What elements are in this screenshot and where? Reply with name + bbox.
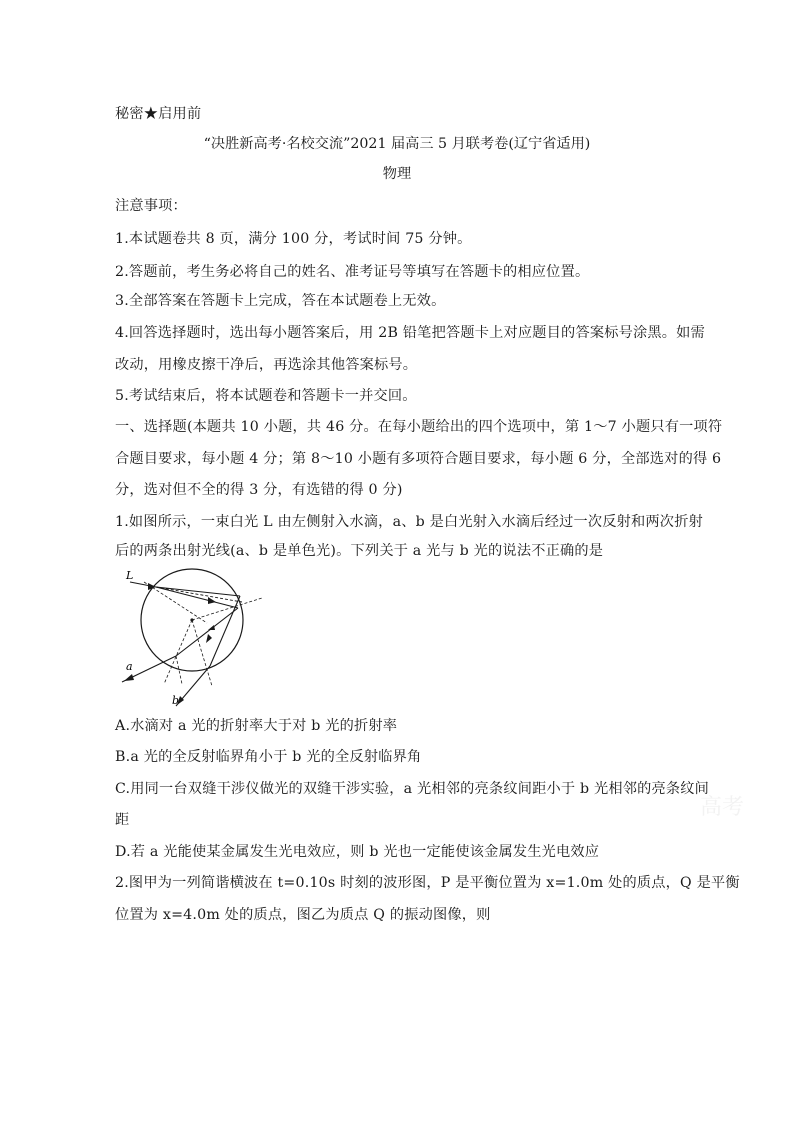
section1-line-3: 分，选对但不全的得 3 分，有选错的得 0 分) xyxy=(115,482,403,498)
question1-option-c-cont: 距 xyxy=(115,812,130,828)
question2-stem-2: 位置为 x=4.0m 处的质点，图乙为质点 Q 的振动图像，则 xyxy=(115,907,491,923)
exam-title: “决胜新高考·名校交流”2021 届高三 5 月联考卷(辽宁省适用) xyxy=(203,136,591,152)
notice-heading: 注意事项： xyxy=(115,198,187,214)
water-droplet-figure xyxy=(112,566,272,712)
notice-item-2: 2.答题前，考生务必将自己的姓名、准考证号等填写在答题卡的相应位置。 xyxy=(115,264,590,280)
exit-normal-a xyxy=(164,620,192,684)
question2-stem-1: 2.图甲为一列简谐横波在 t=0.10s 时刻的波形图，P 是平衡位置为 x=1.0m 处的质点，Q 是平衡 xyxy=(115,875,740,891)
label-L: L xyxy=(126,569,134,582)
reflected-arrow-1 xyxy=(206,634,212,643)
inner-arrow-1 xyxy=(208,597,216,604)
inner-ray-lower xyxy=(156,587,238,608)
section1-line-2: 合题目要求，每小题 4 分；第 8～10 小题有多项符合题目要求，每小题 6 分，全部选对的得 6 xyxy=(115,451,722,467)
label-a: a xyxy=(126,660,133,673)
notice-item-3: 3.全部答案在答题卡上完成，答在本试题卷上无效。 xyxy=(115,293,446,309)
watermark: 高考 xyxy=(700,795,745,820)
question1-option-b: B.a 光的全反射临界角小于 b 光的全反射临界角 xyxy=(115,749,422,765)
question1-stem-1: 1.如图所示，一束白光 L 由左侧射入水滴，a、b 是白光射入水滴后经过一次反射和两次折射 xyxy=(115,514,703,530)
notice-item-4: 4.回答选择题时，选出每小题答案后，用 2B 铅笔把答题卡上对应题目的答案标号涂黑。如需 xyxy=(115,325,705,341)
entry-normal xyxy=(144,582,207,623)
notice-item-5: 5.考试结束后，将本试题卷和答题卡一并交回。 xyxy=(115,388,417,404)
notice-item-4-cont: 改动，用橡皮擦干净后，再选涂其他答案标号。 xyxy=(115,357,418,373)
question1-option-a: A.水滴对 a 光的折射率大于对 b 光的折射率 xyxy=(115,718,398,734)
exit-arrow-a xyxy=(124,674,134,681)
droplet-center xyxy=(190,618,193,621)
notice-item-1: 1.本试题卷共 8 页，满分 100 分，考试时间 75 分钟。 xyxy=(115,231,472,247)
question1-option-c: C.用同一台双缝干涉仪做光的双缝干涉实验，a 光相邻的亮条纹间距小于 b 光相邻的亮条纹间 xyxy=(115,781,710,797)
question1-option-d: D.若 a 光能使某金属发生光电效应，则 b 光也一定能使该金属发生光电效应 xyxy=(115,844,600,860)
reflected-arrow-2 xyxy=(208,625,215,630)
question1-stem-2: 后的两条出射光线(a、b 是单色光)。下列关于 a 光与 b 光的说法不正确的是 xyxy=(115,543,604,559)
label-b: b xyxy=(172,694,180,707)
section1-line-1: 一、选择题(本题共 10 小题，共 46 分。在每小题给出的四个选项中，第 1～7 小题只有一项符 xyxy=(115,419,723,435)
secret-label: 秘密★启用前 xyxy=(115,106,202,122)
subject-title: 物理 xyxy=(382,166,412,182)
